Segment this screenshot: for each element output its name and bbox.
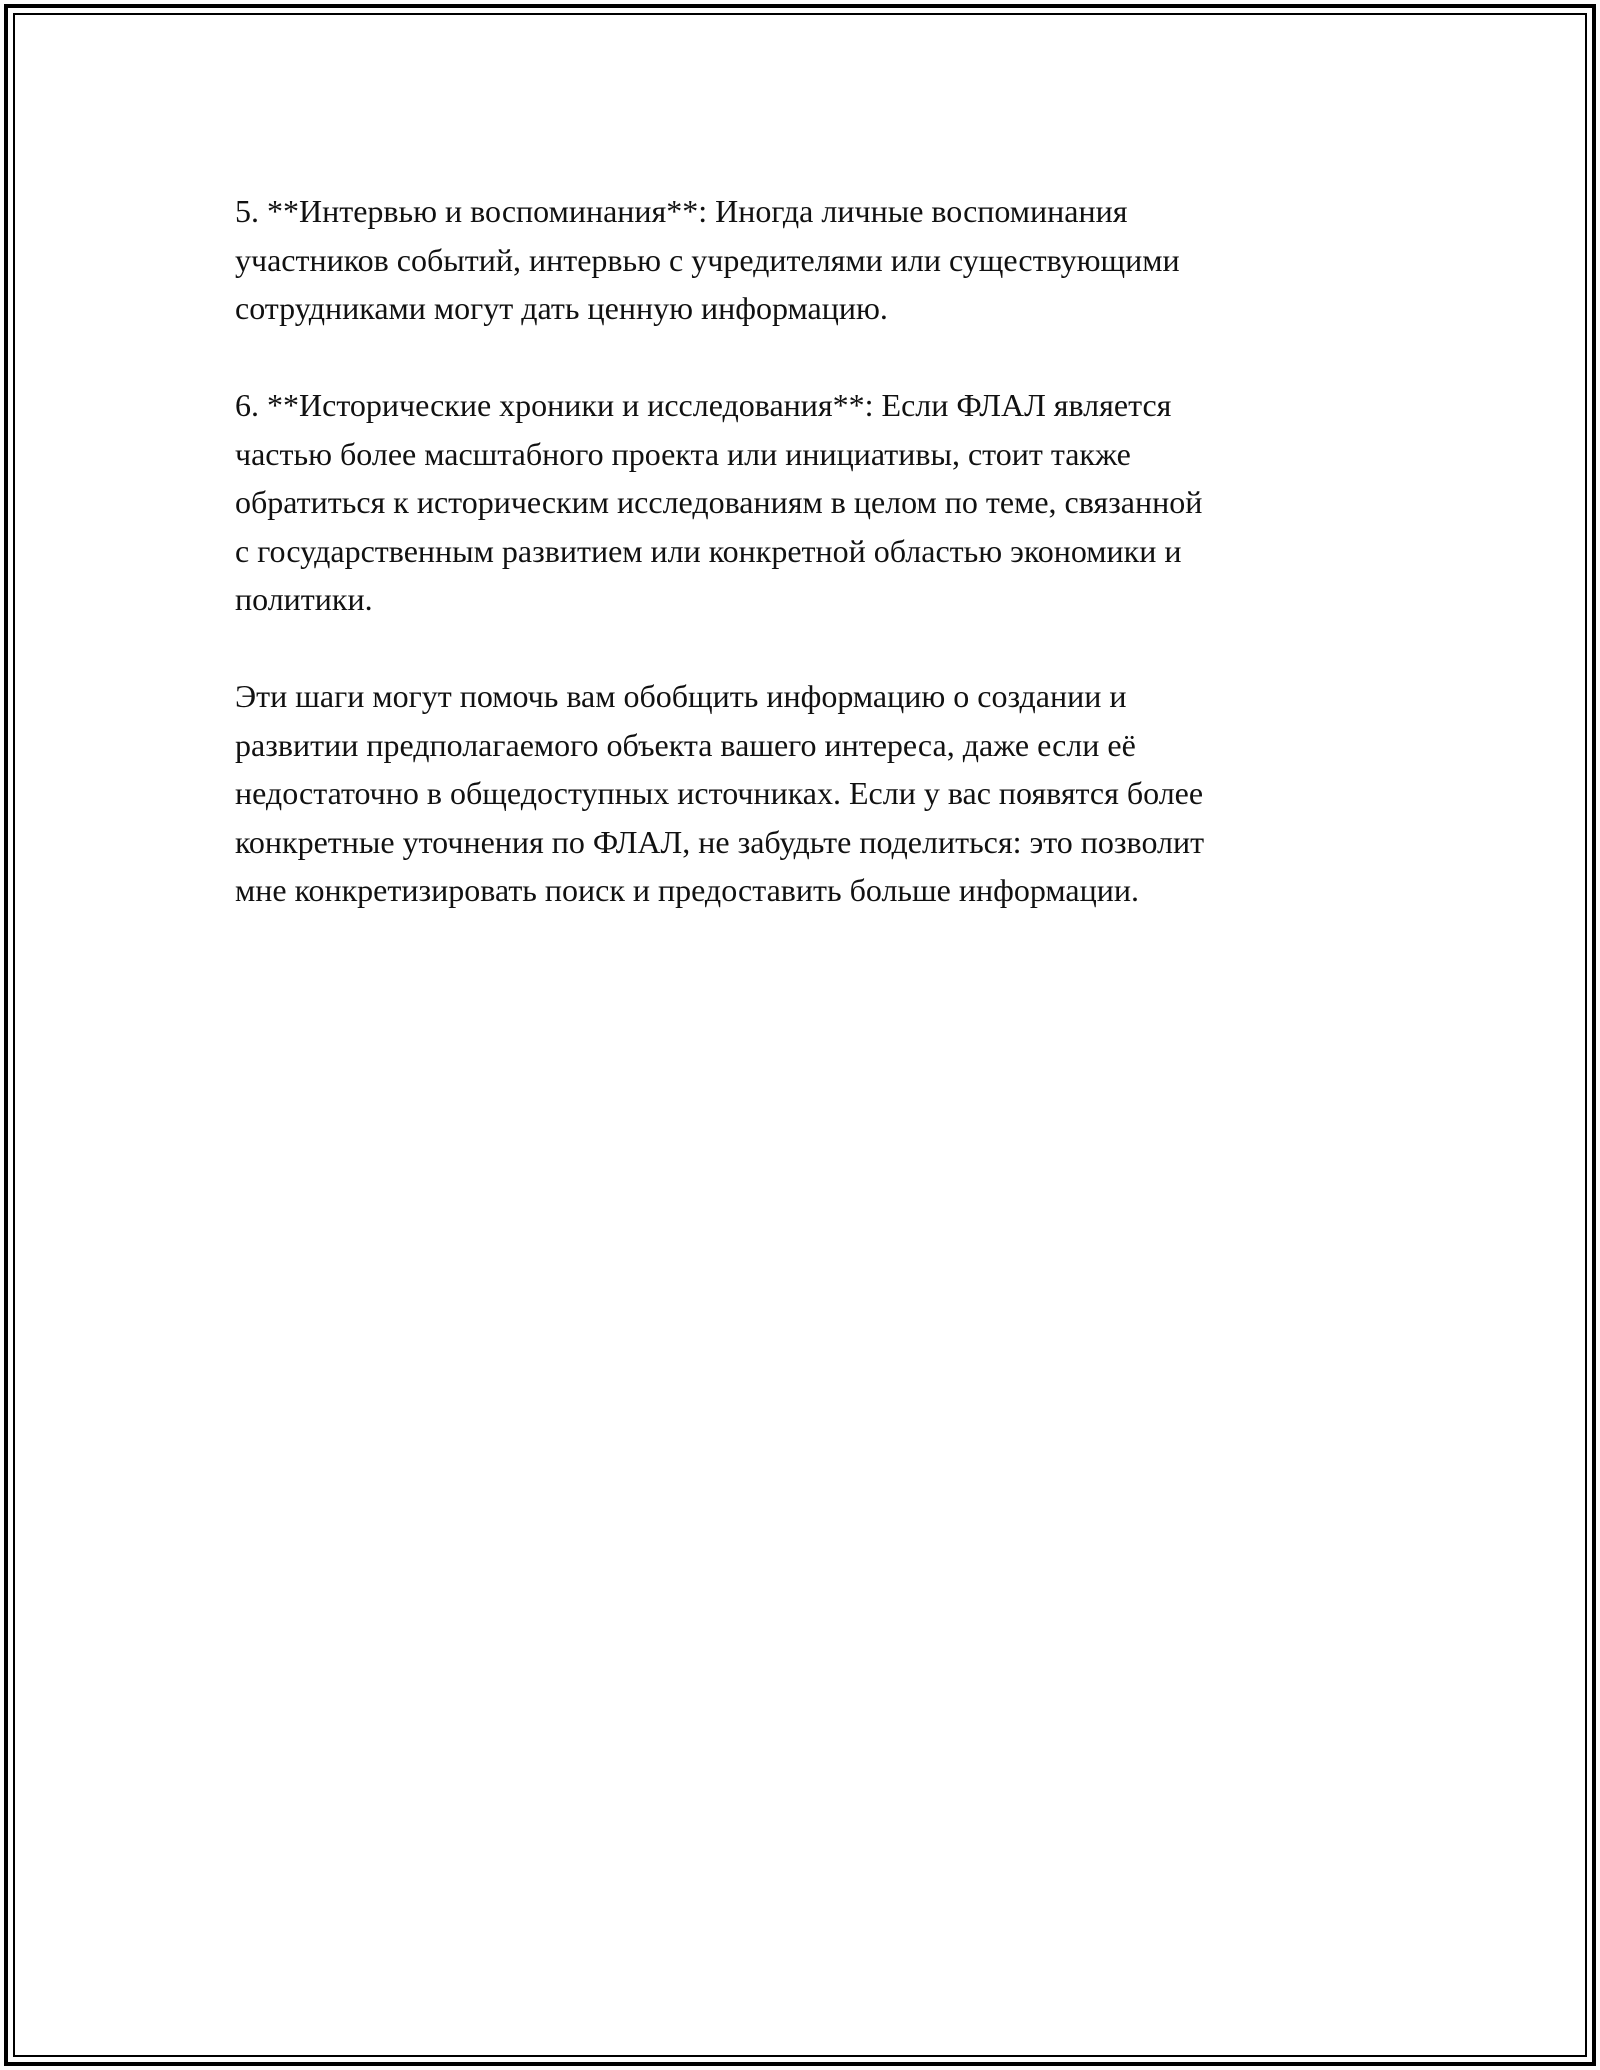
paragraph-interviews: 5. **Интервью и воспоминания**: Иногда личные воспоминания участников событий, интервью с учредителями или существующими сотрудниками могут дать ценную информацию. [235,193,1180,326]
document-body [235,187,1375,963]
paragraph-conclusion: Эти шаги могут помочь вам обобщить информацию о создании и развитии предполагаемого объекта вашего интереса, даже если её недостаточно в общедоступных источниках. Если у вас появятся более конкретные уточнения по ФЛАЛ, не забудьте поделиться: это позволит мне конкретизировать поиск и предоставить больше информации. [235,678,1205,908]
paragraph-historical-chronicles: 6. **Исторические хроники и исследования**: Если ФЛАЛ является частью более масштабного проекта или инициативы, стоит также обратиться к историческим исследованиям в целом по теме, связанной с государственным развитием или конкретной областью экономики и политики. [235,387,1203,617]
